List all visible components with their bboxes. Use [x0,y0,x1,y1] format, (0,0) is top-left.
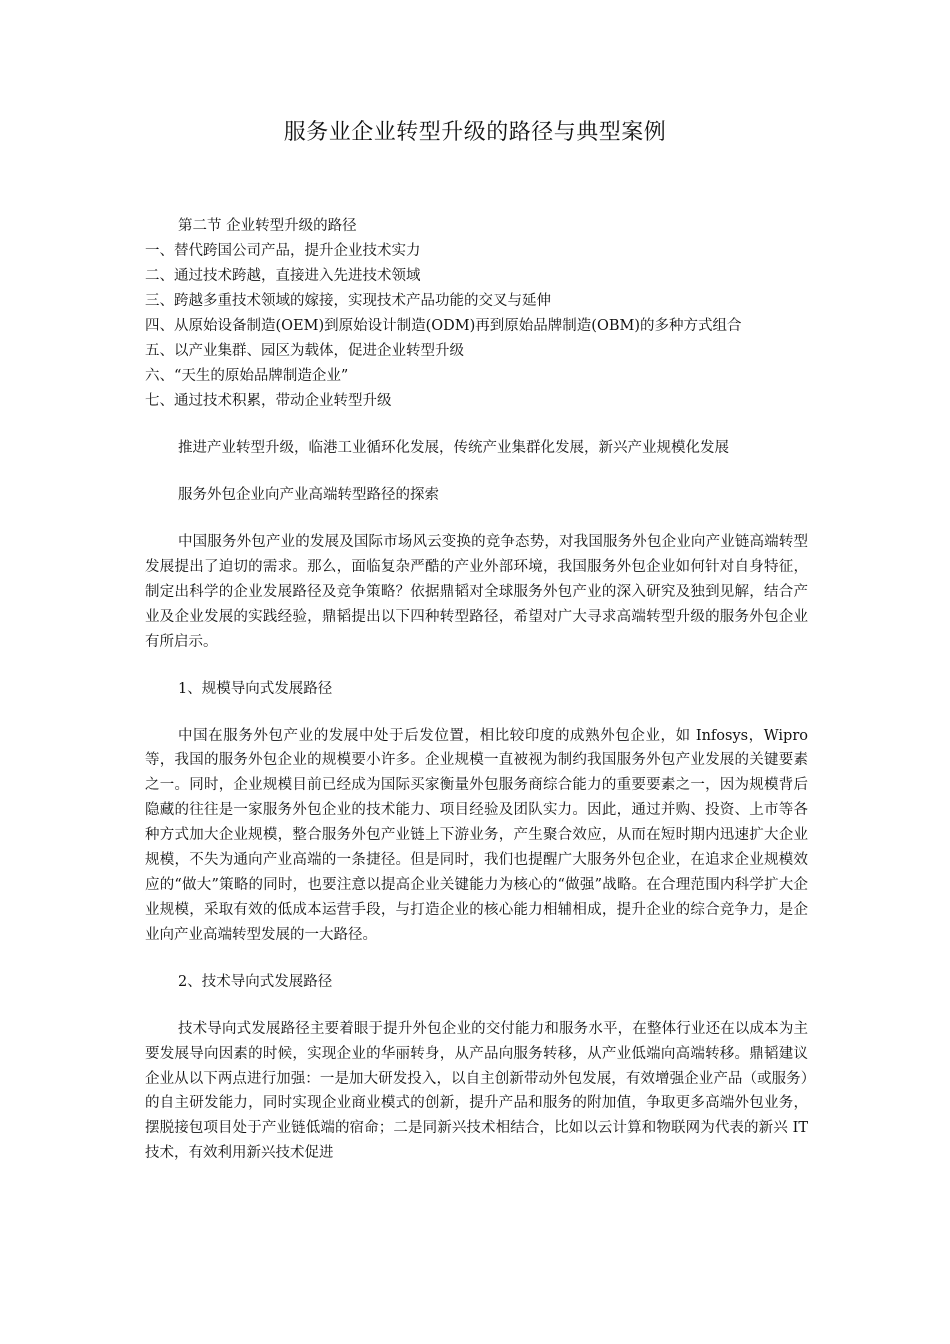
spacer [145,995,808,1017]
paragraph-scale-path: 中国在服务外包产业的发展中处于后发位置，相比较印度的成熟外包企业，如 Infosys，Wipro 等，我国的服务外包企业的规模要小许多。企业规模一直被视为制约我国服务外包产业发展的关键要素之一。同时，企业规模目前已经成为国际买家衡量外包服务商综合能力的重要要素之一，因为规模背后隐藏的往往是一家服务外包企业的技术能力、项目经验及团队实力。因此，通过并购、投资、上市等各种方式加大企业规模，整合服务外包产业链上下游业务，产生聚合效应，从而在短时期内迅速扩大企业规模，不失为通向产业高端的一条捷径。但是同时，我们也提醒广大服务外包企业，在追求企业规模效应的“做大”策略的同时，也要注意以提高企业关键能力为核心的“做强”战略。在合理范围内科学扩大企业规模，采取有效的低成本运营手段，与打造企业的核心能力相辅相成，提升企业的综合竞争力，是企业向产业高端转型发展的一大路径。 [145,727,808,943]
path-item: 四、从原始设备制造(OEM)到原始设计制造(ODM)再到原始品牌制造(OBM)的多种方式组合 [145,318,742,334]
subtitle: 服务外包企业向产业高端转型路径的探索 [178,487,439,503]
spacer [145,702,808,724]
path-item: 一、替代跨国公司产品，提升企业技术实力 [145,243,421,259]
spacer [145,461,808,483]
spacer [145,414,808,436]
heading-tech-path: 2、技术导向式发展路径 [178,973,333,990]
statement-line: 推进产业转型升级，临港工业循环化发展，传统产业集群化发展，新兴产业规模化发展 [178,440,729,456]
document-body [145,214,808,1166]
path-list [145,239,808,414]
path-item: 六、“天生的原始品牌制造企业” [145,368,349,384]
path-item: 五、以产业集群、园区为载体，促进企业转型升级 [145,343,464,359]
intro-paragraph: 中国服务外包产业的发展及国际市场风云变换的竞争态势，对我国服务外包企业向产业链高端转型发展提出了迫切的需求。那么，面临复杂严酷的产业外部环境，我国服务外包企业如何针对自身特征，制定出科学的企业发展路径及竞争策略？依据鼎韬对全球服务外包产业的深入研究及独到见解，结合产业及企业发展的实践经验，鼎韬提出以下四种转型路径，希望对广大寻求高端转型升级的服务外包企业有所启示。 [145,534,808,650]
spacer [145,948,808,970]
path-item: 三、跨越多重技术领域的嫁接，实现技术产品功能的交叉与延伸 [145,293,551,309]
paragraph-tech-path: 技术导向式发展路径主要着眼于提升外包企业的交付能力和服务水平，在整体行业还在以成本为主要发展导向因素的时候，实现企业的华丽转身，从产品向服务转移，从产业低端向高端转移。鼎韬建议企业从以下两点进行加强：一是加大研发投入，以自主创新带动外包发展，有效增强企业产品（或服务）的自主研发能力，同时实现企业商业模式的创新，提升产品和服务的附加值，争取更多高端外包业务，摆脱接包项目处于产业链低端的宿命；二是同新兴技术相结合，比如以云计算和物联网为代表的新兴 IT 技术，有效利用新兴技术促进 [145,1020,808,1162]
section-heading: 第二节 企业转型升级的路径 [178,218,357,234]
spacer [145,508,808,530]
heading-scale-path: 1、规模导向式发展路径 [178,680,333,697]
path-item: 二、通过技术跨越，直接进入先进技术领域 [145,268,421,284]
document-title: 服务业企业转型升级的路径与典型案例 [283,120,667,145]
spacer [145,655,808,677]
path-item: 七、通过技术积累，带动企业转型升级 [145,393,392,409]
